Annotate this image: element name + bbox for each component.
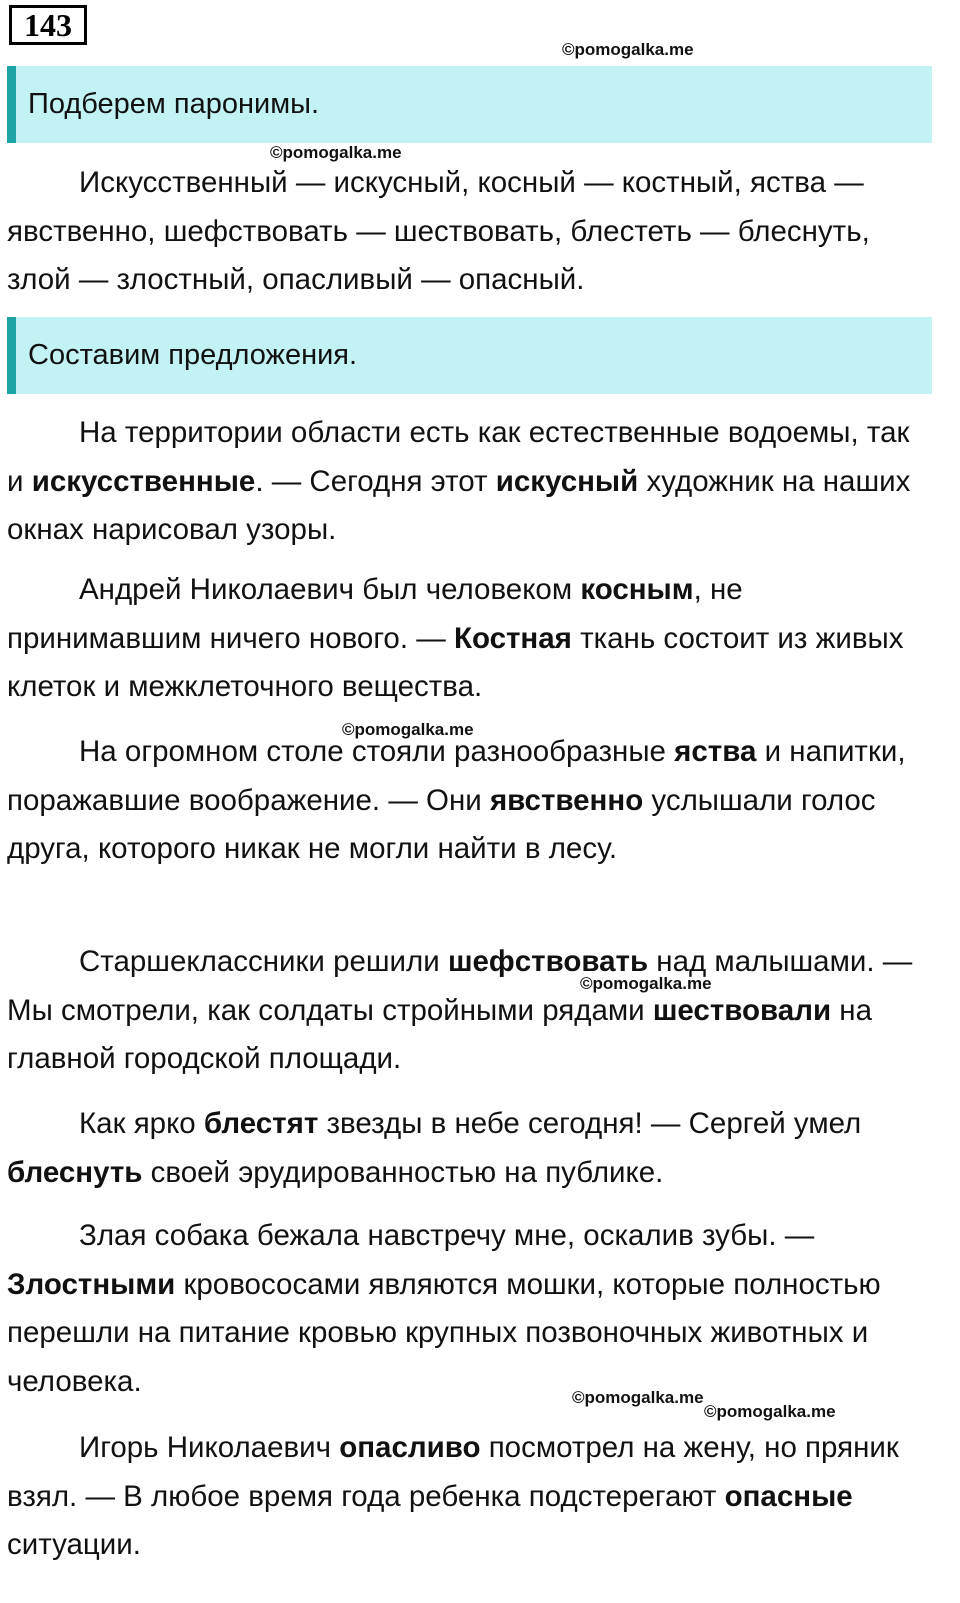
paronym-word: опасливо [339,1431,481,1464]
paronym-word: косным [580,573,694,606]
text: Игорь Николаевич [79,1431,340,1464]
text: , не принимавшим ничего нового. — [7,573,743,655]
sentence-paragraph [7,1212,932,1406]
paronym-word: блеснуть [7,1155,143,1189]
sentence-paragraph [7,1424,932,1570]
section-header-paronyms [7,66,932,143]
text: Старшеклассники решили [79,945,448,978]
section-title: Составим предложения. [28,339,358,371]
section-title: Подберем паронимы. [28,88,320,120]
paronym-word: блестят [203,1107,319,1140]
text: своей эрудированностью на публике. [142,1155,664,1189]
paronym-word: яства [674,735,757,768]
text: и напитки, поражавшие воображение. — Они [7,735,906,817]
text: На огромном столе стояли разнообразные [79,735,675,768]
text: Злая собака бежала навстречу мне, оскалив зубы. — [79,1219,815,1252]
sentence-paragraph [7,938,932,1084]
text: художник на наших окнах нарисовал узоры. [7,464,911,546]
sentence-paragraph [7,409,932,555]
sentence-paragraph [7,566,932,712]
text: ткань состоит из живых клеток и межклеточного вещества. [7,621,904,703]
watermark: ©pomogalka.me [342,720,474,739]
paronym-word: Костная [453,621,572,655]
watermark: ©pomogalka.me [562,40,694,59]
paronym-word: Злостными [7,1267,176,1301]
text: ситуации. [7,1528,141,1561]
text: над малышами. — Мы смотрели, как солдаты стройными рядами [7,945,913,1027]
text: звезды в небе сегодня! — Сергей умел [318,1107,862,1140]
text: На территории области есть как естественные водоемы, так и [7,416,910,498]
task-number: 143 [9,5,87,45]
paronym-word: явственно [489,783,644,817]
section-header-sentences [7,317,932,394]
text: Как ярко [79,1107,204,1140]
watermark: ©pomogalka.me [270,143,402,162]
text: посмотрел на жену, но пряник взял. — В любое время года ребенка подстерегают [7,1431,899,1513]
paronyms-list [7,159,932,305]
text: Андрей Николаевич был человеком [79,573,581,606]
sentence-paragraph [7,728,932,874]
sentence-paragraph [7,1100,932,1197]
watermark: ©pomogalka.me [704,1402,836,1421]
watermark: ©pomogalka.me [580,974,712,993]
text: . — Сегодня этот [255,464,496,498]
text: кровососами являются мошки, которые полностью перешли на питание кровью крупных позвоночных животных и человека. [7,1267,881,1398]
paronym-word: шествовали [652,993,832,1027]
watermark: ©pomogalka.me [572,1388,704,1407]
paronyms-text: Искусственный — искусный, косный — костный, яства — явственно, шефствовать — шествовать, блестеть — блеснуть, злой — злостный, опасливый — опасный. [7,166,870,296]
paronym-word: искусственные [31,464,256,498]
text: услышали голос друга, которого никак не могли найти в лесу. [7,783,876,865]
paronym-word: опасные [724,1479,853,1513]
text: на главной городской площади. [7,993,872,1075]
paronym-word: искусный [495,464,639,498]
paronym-word: шефствовать [447,945,649,978]
